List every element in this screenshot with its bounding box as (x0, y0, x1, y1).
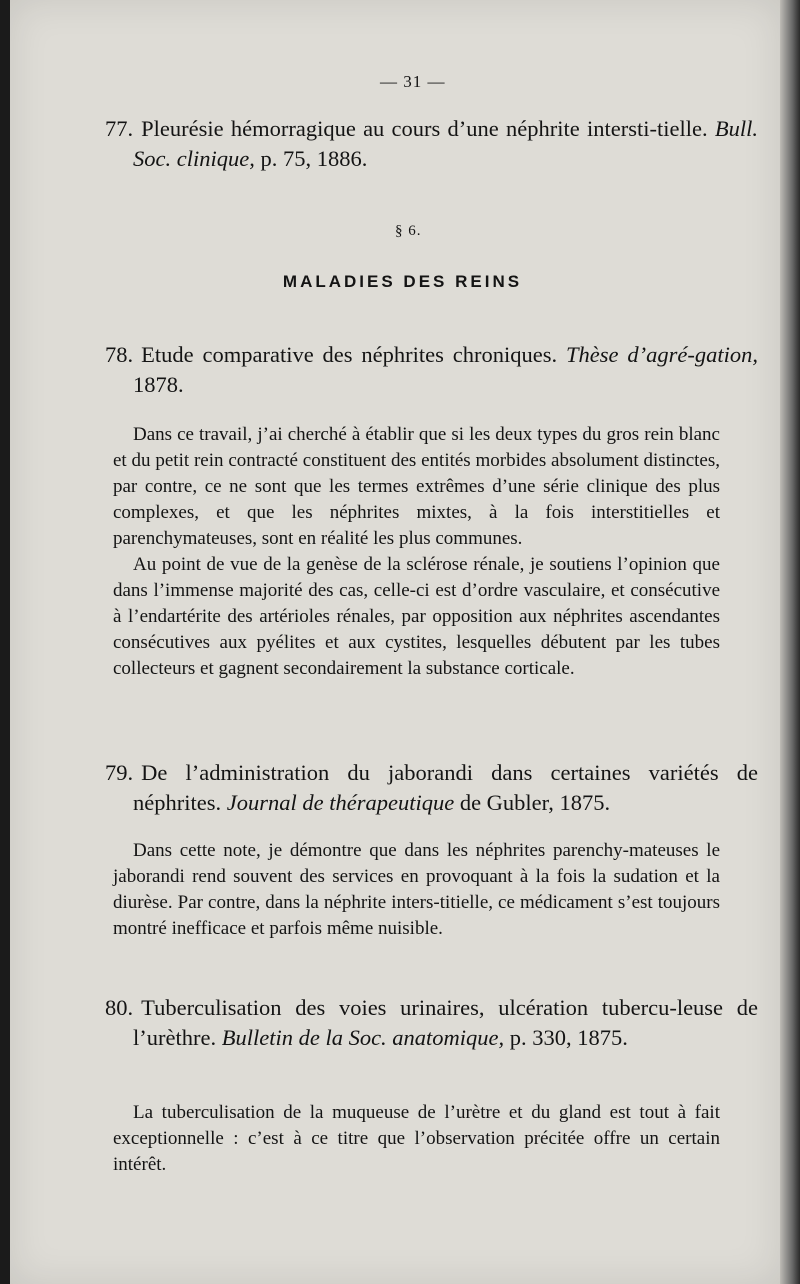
entry-title: De l’administration du jaborandi dans certaines variétés de néphrites. (133, 760, 758, 815)
entry-number: 79. (105, 760, 134, 785)
entry-78-summary (113, 422, 720, 682)
section-mark: § 6. (395, 223, 422, 239)
section-heading: MALADIES DES REINS (282, 272, 523, 291)
entry-78 (105, 340, 758, 400)
entry-reference: 1878. (133, 372, 184, 397)
entry-reference: p. 75, 1886. (260, 146, 368, 171)
entry-reference: de Gubler, 1875. (459, 790, 611, 815)
entry-title: Pleurésie hémorragique au cours d’une néphrite intersti-tielle. (141, 116, 708, 141)
page-number: — 31 — (380, 72, 446, 91)
summary-paragraph: Dans ce travail, j’ai cherché à établir que si les deux types du gros rein blanc et du petit rein contracté constituent des entités morbides absolument distinctes, par contre, ce ne sont que les termes extrêmes d’une série clinique des plus complexes, et que les néphrites mixtes, à la fois interstitielles et parenchymateuses, sont en réalité les plus communes. (113, 424, 720, 549)
entry-number: 80. (105, 995, 134, 1020)
summary-paragraph: La tuberculisation de la muqueuse de l’urètre et du gland est tout à fait exceptionnelle : c’est à ce titre que l’observation précitée offre un certain intérêt. (113, 1102, 720, 1175)
entry-77 (105, 114, 758, 174)
entry-journal: Journal de thérapeutique (226, 790, 455, 815)
entry-number: 77. (105, 116, 134, 141)
entry-number: 78. (105, 342, 134, 367)
entry-79-summary (113, 838, 720, 942)
page-edge-shadow (780, 0, 800, 1284)
entry-journal: Bull. Soc. clinique, (133, 116, 758, 171)
summary-paragraph: Dans cette note, je démontre que dans les néphrites parenchy-mateuses le jaborandi rend souvent des services en provoquant à la fois la sudation et la diurèse. Par contre, dans la néphrite inters-titielle, ce médicament s’est toujours montré inefficace et parfois même nuisible. (113, 840, 720, 939)
entry-80 (105, 993, 758, 1053)
entry-80-summary (113, 1100, 720, 1178)
entry-79 (105, 758, 758, 818)
entry-reference: p. 330, 1875. (509, 1025, 628, 1050)
entry-journal: Bulletin de la Soc. anatomique, (221, 1025, 505, 1050)
entry-title: Tuberculisation des voies urinaires, ulcération tubercu-leuse de l’urèthre. (133, 995, 758, 1050)
entry-title: Etude comparative des néphrites chroniques. (141, 342, 558, 367)
entry-journal: Thèse d’agré-gation, (566, 342, 758, 367)
summary-paragraph: Au point de vue de la genèse de la sclérose rénale, je soutiens l’opinion que dans l’immense majorité des cas, celle-ci est d’ordre vasculaire, et consécutive à l’endartérite des artérioles rénales, par opposition aux néphrites ascendantes consécutives aux pyélites et aux cystites, lesquelles débutent par les tubes collecteurs et gagnent secondairement la substance corticale. (113, 554, 720, 679)
document-page (10, 0, 780, 1284)
